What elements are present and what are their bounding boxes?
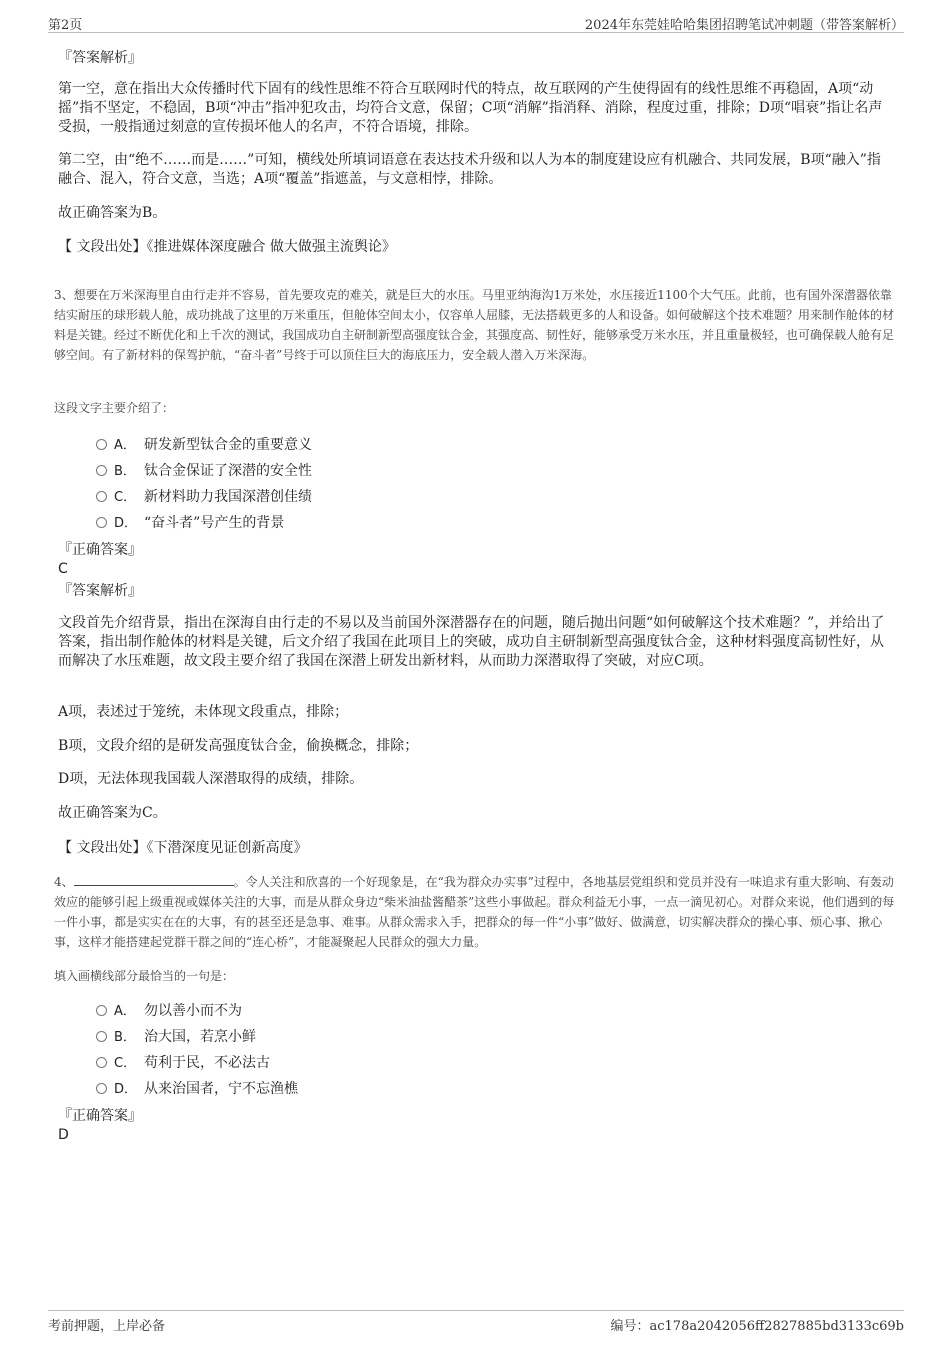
source-title: 《下潜深度见证创新高度》 bbox=[146, 840, 308, 856]
q3-conclusion: 故正确答案为C。 bbox=[58, 805, 167, 821]
q3-option-a[interactable]: A． 研发新型钛合金的重要意义 bbox=[96, 434, 312, 456]
q3-analysis-para1: 文段首先介绍背景，指出在深海自由行走的不易以及当前国外深潜器存在的问题，随后抛出问题“如何破解这个技术难题？”，并给出了答案，指出制作舱体的材料是关键，后文介绍了我国在此项目上的突破，成功自主研制新型高强度钛合金，这种材料强度高韧性好，从而解决了水压难题，故文段主要介绍了我国在深潜上研发出新材料，从而助力深潜取得了突破，对应C项。 bbox=[58, 615, 885, 669]
q4-option-b[interactable]: B． 治大国，若烹小鲜 bbox=[96, 1026, 256, 1048]
q4-number: 4、 bbox=[54, 875, 74, 889]
footer-slogan: 考前押题，上岸必备 bbox=[48, 1319, 166, 1334]
radio-icon[interactable] bbox=[96, 491, 107, 502]
q4-option-c[interactable]: C． 苟利于民，不必法古 bbox=[96, 1052, 270, 1074]
page-footer bbox=[48, 1310, 904, 1333]
document-title: 2024年东莞娃哈哈集团招聘笔试冲刺题（带答案解析） bbox=[584, 18, 904, 33]
radio-icon[interactable] bbox=[96, 465, 107, 476]
q3-stem: 3、想要在万米深海里自由行走并不容易，首先要攻克的难关，就是巨大的水压。马里亚纳海沟1万米处，水压接近1100个大气压。此前，也有国外深潜器依靠结实耐压的球形载人舱，成功挑战了这里的万米重压，但舱体空间太小，仅容单人屈膝，无法搭载更多的人和设备。如何破解这个技术难题？用来制作舱体的材料是关键。经过不断优化和上千次的测试，我国成功自主研制新型高强度钛合金，其强度高、韧性好，能够承受万米水压，并且重量极轻，也可确保载人舱有足够空间。有了新材料的保驾护航，“奋斗者”号终于可以顶住巨大的海底压力，安全载人潜入万米深海。 bbox=[54, 288, 895, 362]
q4-blank bbox=[74, 872, 234, 886]
q4-stem-text: 。令人关注和欣喜的一个好现象是，在“我为群众办实事”过程中，各地基层党组织和党员并没有一味追求有重大影响、有轰动效应的能够引起上级重视或媒体关注的大事，而是从群众身边“柴米油盐酱醋茶”这些小事做起。群众利益无小事，一点一滴见初心。对群众来说，他们遇到的每一件小事，都是实实在在的大事，有的甚至还是急事、难事。从群众需求入手，把群众的每一件“小事”做好、做满意，切实解决群众的操心事、烦心事、揪心事，这样才能搭建起党群干群之间的“连心桥”，才能凝聚起人民群众的强大力量。 bbox=[54, 875, 895, 949]
q4-answer: D bbox=[58, 1127, 69, 1143]
q4-option-d[interactable]: D． 从来治国者，宁不忘渔樵 bbox=[96, 1078, 298, 1100]
page-number: 第2页 bbox=[48, 18, 83, 33]
q3-answer-label: 『正确答案』 bbox=[58, 542, 142, 558]
radio-icon[interactable] bbox=[96, 517, 107, 528]
source-title: 《推进媒体深度融合 做大做强主流舆论》 bbox=[146, 239, 396, 255]
radio-icon[interactable] bbox=[96, 1057, 107, 1068]
q3-analysis-label: 『答案解析』 bbox=[58, 583, 142, 599]
q2-conclusion: 故正确答案为B。 bbox=[58, 205, 167, 221]
q4-stem bbox=[54, 872, 896, 952]
q3-analysis-b: B项，文段介绍的是研发高强度钛合金，偷换概念，排除； bbox=[58, 738, 419, 754]
q3-analysis-a: A项，表述过于笼统，未体现文段重点，排除； bbox=[58, 704, 349, 720]
radio-icon[interactable] bbox=[96, 1083, 107, 1094]
q3-option-d[interactable]: D． “奋斗者”号产生的背景 bbox=[96, 512, 284, 534]
q3-analysis-d: D项，无法体现我国载人深潜取得的成绩，排除。 bbox=[58, 771, 364, 787]
q3-option-b[interactable]: B． 钛合金保证了深潜的安全性 bbox=[96, 460, 312, 482]
radio-icon[interactable] bbox=[96, 1031, 107, 1042]
q3-option-c[interactable]: C． 新材料助力我国深潜创佳绩 bbox=[96, 486, 312, 508]
q2-analysis-para1: 第一空，意在指出大众传播时代下固有的线性思维不符合互联网时代的特点，故互联网的产生使得固有的线性思维不再稳固，A项“动摇”指不坚定，不稳固，B项“冲击”指冲犯攻击，均符合文意，保留；C项“消解”指消释、消除，程度过重，排除；D项“唱衰”指让名声受损，一般指通过刻意的宣传损坏他人的名声，不符合语境，排除。 bbox=[58, 81, 883, 135]
q3-answer: C bbox=[58, 561, 68, 577]
q2-source bbox=[58, 236, 888, 256]
radio-icon[interactable] bbox=[96, 1005, 107, 1016]
q3-prompt: 这段文字主要介绍了： bbox=[54, 401, 175, 415]
document-code: 编号：ac178a2042056ff2827885bd3133c69b bbox=[610, 1319, 904, 1334]
source-label: 【 文段出处】 bbox=[58, 840, 147, 856]
q4-answer-label: 『正确答案』 bbox=[58, 1108, 142, 1124]
q4-option-a[interactable]: A． 勿以善小而不为 bbox=[96, 1000, 242, 1022]
q2-analysis-para2: 第二空，由“绝不……而是……”可知，横线处所填词语意在表达技术升级和以人为本的制度建设应有机融合、共同发展，B项“融入”指融合、混入，符合文意，当选；A项“覆盖”指遮盖，与文意相悖，排除。 bbox=[58, 152, 881, 187]
source-label: 【 文段出处】 bbox=[58, 239, 147, 255]
q3-source bbox=[58, 837, 888, 857]
radio-icon[interactable] bbox=[96, 439, 107, 450]
page-header bbox=[48, 12, 904, 33]
q2-analysis-label: 『答案解析』 bbox=[58, 50, 142, 66]
q4-prompt: 填入画横线部分最恰当的一句是： bbox=[54, 969, 235, 983]
